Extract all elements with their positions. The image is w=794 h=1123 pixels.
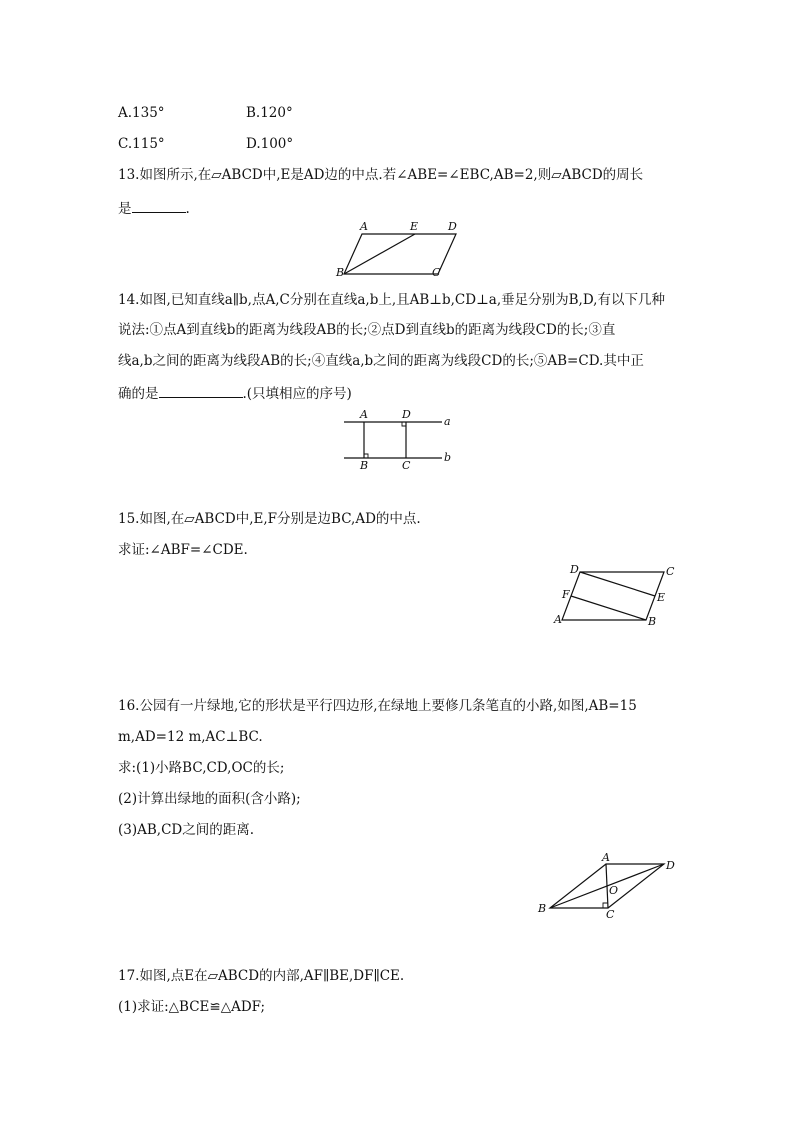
q13-segment-be	[344, 234, 415, 274]
q15-segment-bf	[571, 596, 646, 620]
q15-parallelogram-figure	[550, 562, 690, 632]
q14-line2: 说法:①点A到直线b的距离为线段AB的长;②点D到直线b的距离为线段CD的长;③直	[118, 322, 616, 338]
q13-line2-prefix: 是	[118, 201, 132, 217]
q14-right-angle-d	[402, 422, 406, 426]
option-a: A.135°	[118, 105, 165, 121]
q13-answer-blank[interactable]	[132, 198, 186, 213]
q13-label-b: B	[336, 266, 345, 279]
q15-label-b: B	[648, 615, 657, 628]
q16-label-o: O	[609, 884, 619, 897]
q13-parallelogram-figure	[330, 220, 470, 282]
q17-line2: (1)求证:△BCE≌△ADF;	[118, 999, 266, 1015]
q16-line3: 求:(1)小路BC,CD,OC的长;	[118, 760, 285, 776]
q14-label-a: a	[444, 415, 451, 428]
q16-line1: 16.公园有一片绿地,它的形状是平行四边形,在绿地上要修几条笔直的小路,如图,AB=15	[118, 698, 637, 714]
q16-label-c: C	[606, 908, 615, 921]
q15-parallelogram	[562, 572, 664, 620]
q15-line1: 15.如图,在▱ABCD中,E,F分别是边BC,AD的中点.	[118, 511, 421, 527]
q16-line2: m,AD=12 m,AC⊥BC.	[118, 729, 263, 745]
q15-label-a: A	[554, 613, 562, 626]
q15-label-d: D	[570, 563, 579, 576]
q14-right-angle-b	[364, 454, 368, 458]
q14-label-C: C	[402, 459, 411, 472]
q14-line4-prefix: 确的是	[118, 386, 159, 402]
q14-label-D: D	[402, 408, 411, 421]
q17-line1: 17.如图,点E在▱ABCD的内部,AF∥BE,DF∥CE.	[118, 968, 405, 984]
q13-label-e: E	[410, 220, 419, 233]
q14-line4-suffix: .(只填相应的序号)	[242, 386, 352, 402]
option-d: D.100°	[246, 136, 294, 152]
q13-line2-suffix: .	[185, 201, 190, 217]
q14-label-b: b	[444, 451, 452, 464]
q13-label-d: D	[448, 220, 457, 233]
q16-line4: (2)计算出绿地的面积(含小路);	[118, 791, 301, 807]
q14-line4	[118, 383, 352, 403]
q16-label-b: B	[538, 902, 547, 915]
option-c: C.115°	[118, 136, 165, 152]
q15-label-f: F	[562, 588, 570, 601]
q15-segment-de	[580, 572, 655, 596]
q16-label-a: A	[602, 851, 610, 864]
q14-line1: 14.如图,已知直线a∥b,点A,C分别在直线a,b上,且AB⊥b,CD⊥a,垂足分别为B,D,有以下几种	[118, 292, 665, 308]
q13-line2	[118, 198, 190, 218]
q15-label-e: E	[657, 591, 666, 604]
q13-line1: 13.如图所示,在▱ABCD中,E是AD边的中点.若∠ABE=∠EBC,AB=2,则▱ABCD的周长	[118, 167, 644, 183]
q14-line3: 线a,b之间的距离为线段AB的长;④直线a,b之间的距离为线段CD的长;⑤AB=CD.其中正	[118, 353, 644, 369]
q15-line2: 求证:∠ABF=∠CDE.	[118, 542, 248, 558]
q16-line5: (3)AB,CD之间的距离.	[118, 822, 255, 838]
q15-label-c: C	[666, 565, 675, 578]
option-b: B.120°	[246, 105, 293, 121]
q14-parallel-lines-figure	[340, 406, 460, 470]
q14-label-B: B	[360, 459, 369, 472]
q13-label-c: C	[432, 266, 441, 279]
q16-label-d: D	[666, 859, 675, 872]
q16-parallelogram-figure	[536, 852, 686, 922]
q14-answer-blank[interactable]	[159, 383, 243, 398]
q13-label-a: A	[360, 220, 368, 233]
q14-label-A: A	[360, 408, 368, 421]
